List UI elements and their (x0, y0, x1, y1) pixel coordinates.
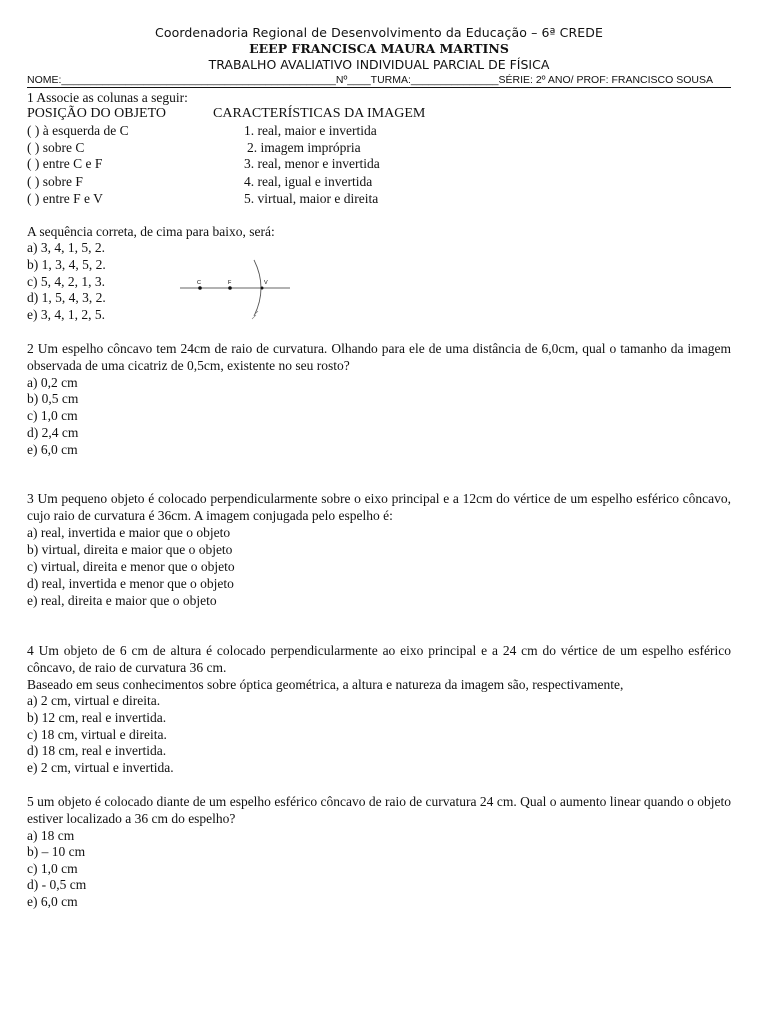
q5-option: b) – 10 cm (27, 844, 86, 859)
q5-option: c) 1,0 cm (27, 861, 78, 876)
q4-option: c) 18 cm, virtual e direita. (27, 727, 167, 742)
q2-option: b) 0,5 cm (27, 391, 79, 406)
q1-option: a) 3, 4, 1, 5, 2. (27, 240, 105, 255)
q1-option: d) 1, 5, 4, 3, 2. (27, 290, 106, 305)
label-v: V (264, 280, 268, 286)
q1-title: 1 Associe as colunas a seguir: (27, 90, 188, 105)
q3-option: a) real, invertida e maior que o objeto (27, 525, 231, 540)
q3-option: d) real, invertida e menor que o objeto (27, 576, 234, 591)
label-f: F (228, 280, 232, 286)
mirror-diagram (178, 255, 293, 325)
point-c-dot (198, 286, 202, 290)
q1-col-a-item: ( ) sobre C (27, 140, 85, 155)
q4-option: e) 2 cm, virtual e invertida. (27, 760, 174, 775)
q3-text: 3 Um pequeno objeto é colocado perpendicularmente sobre o eixo principal e a 12cm do vértice de um espelho esférico côncavo, cujo raio de curvatura é 36cm. A imagem conjugada pelo espelho é: (27, 491, 731, 523)
q5-option: d) - 0,5 cm (27, 877, 87, 892)
q1-col-b-header: CARACTERÍSTICAS DA IMAGEM (213, 106, 426, 121)
point-f-dot (228, 286, 232, 290)
q1-col-a-item: ( ) entre C e F (27, 156, 103, 171)
q2-option: a) 0,2 cm (27, 375, 78, 390)
q1-option: e) 3, 4, 1, 2, 5. (27, 307, 105, 322)
q5-option: e) 6,0 cm (27, 894, 78, 909)
q3-option: c) virtual, direita e menor que o objeto (27, 559, 235, 574)
q4-option: a) 2 cm, virtual e direita. (27, 693, 161, 708)
header-coordinator: Coordenadoria Regional de Desenvolvimento da Educação – 6ª CREDE (155, 25, 603, 40)
q1-col-a-item: ( ) entre F e V (27, 191, 103, 206)
q1-col-b-item: 1. real, maior e invertida (244, 123, 377, 138)
q1-col-b-item: 3. real, menor e invertida (244, 156, 380, 171)
q4-text: 4 Um objeto de 6 cm de altura é colocado perpendicularmente ao eixo principal e a 24 cm do vértice de um espelho esférico côncavo, de raio de curvatura 36 cm. (27, 643, 731, 675)
header-exam-title: TRABALHO AVALIATIVO INDIVIDUAL PARCIAL DE FÍSICA (208, 57, 550, 72)
label-c: C (197, 280, 201, 286)
q1-option: b) 1, 3, 4, 5, 2. (27, 257, 106, 272)
point-v-dot (261, 287, 264, 290)
q1-col-b-item: 5. virtual, maior e direita (244, 191, 379, 206)
q2-option: e) 6,0 cm (27, 442, 78, 457)
student-info-line: NOME:_______________________________________________Nº____TURMA:_______________SÉRIE: 2º ANO/ PROF: FRANCISCO SOUSA (27, 74, 731, 88)
q3-option: b) virtual, direita e maior que o objeto (27, 542, 233, 557)
q1-col-a-item: ( ) à esquerda de C (27, 123, 129, 138)
q4-option: b) 12 cm, real e invertida. (27, 710, 167, 725)
q5-text: 5 um objeto é colocado diante de um espelho esférico côncavo de raio de curvatura 24 cm. Qual o aumento linear quando o objeto estiver localizado a 36 cm do espelho? (27, 794, 731, 826)
q1-col-a-item: ( ) sobre F (27, 174, 83, 189)
q4-option: d) 18 cm, real e invertida. (27, 743, 167, 758)
q1-col-a-header: POSIÇÃO DO OBJETO (27, 106, 166, 121)
q1-col-b-item: 2. imagem imprópria (247, 140, 361, 155)
q1-option: c) 5, 4, 2, 1, 3. (27, 274, 105, 289)
q4-text-2: Baseado em seus conhecimentos sobre óptica geométrica, a altura e natureza da imagem são, respectivamente, (27, 677, 624, 692)
q1-col-b-item: 4. real, igual e invertida (244, 174, 373, 189)
q2-text: 2 Um espelho côncavo tem 24cm de raio de curvatura. Olhando para ele de uma distância de 6,0cm, qual o tamanho da imagem observada de uma cicatriz de 0,5cm, existente no seu rosto? (27, 341, 731, 373)
q1-prompt: A sequência correta, de cima para baixo, será: (27, 224, 275, 239)
q2-option: c) 1,0 cm (27, 408, 78, 423)
q3-option: e) real, direita e maior que o objeto (27, 593, 217, 608)
q2-option: d) 2,4 cm (27, 425, 79, 440)
header-school: EEEP FRANCISCA MAURA MARTINS (249, 41, 509, 56)
q5-option: a) 18 cm (27, 828, 75, 843)
